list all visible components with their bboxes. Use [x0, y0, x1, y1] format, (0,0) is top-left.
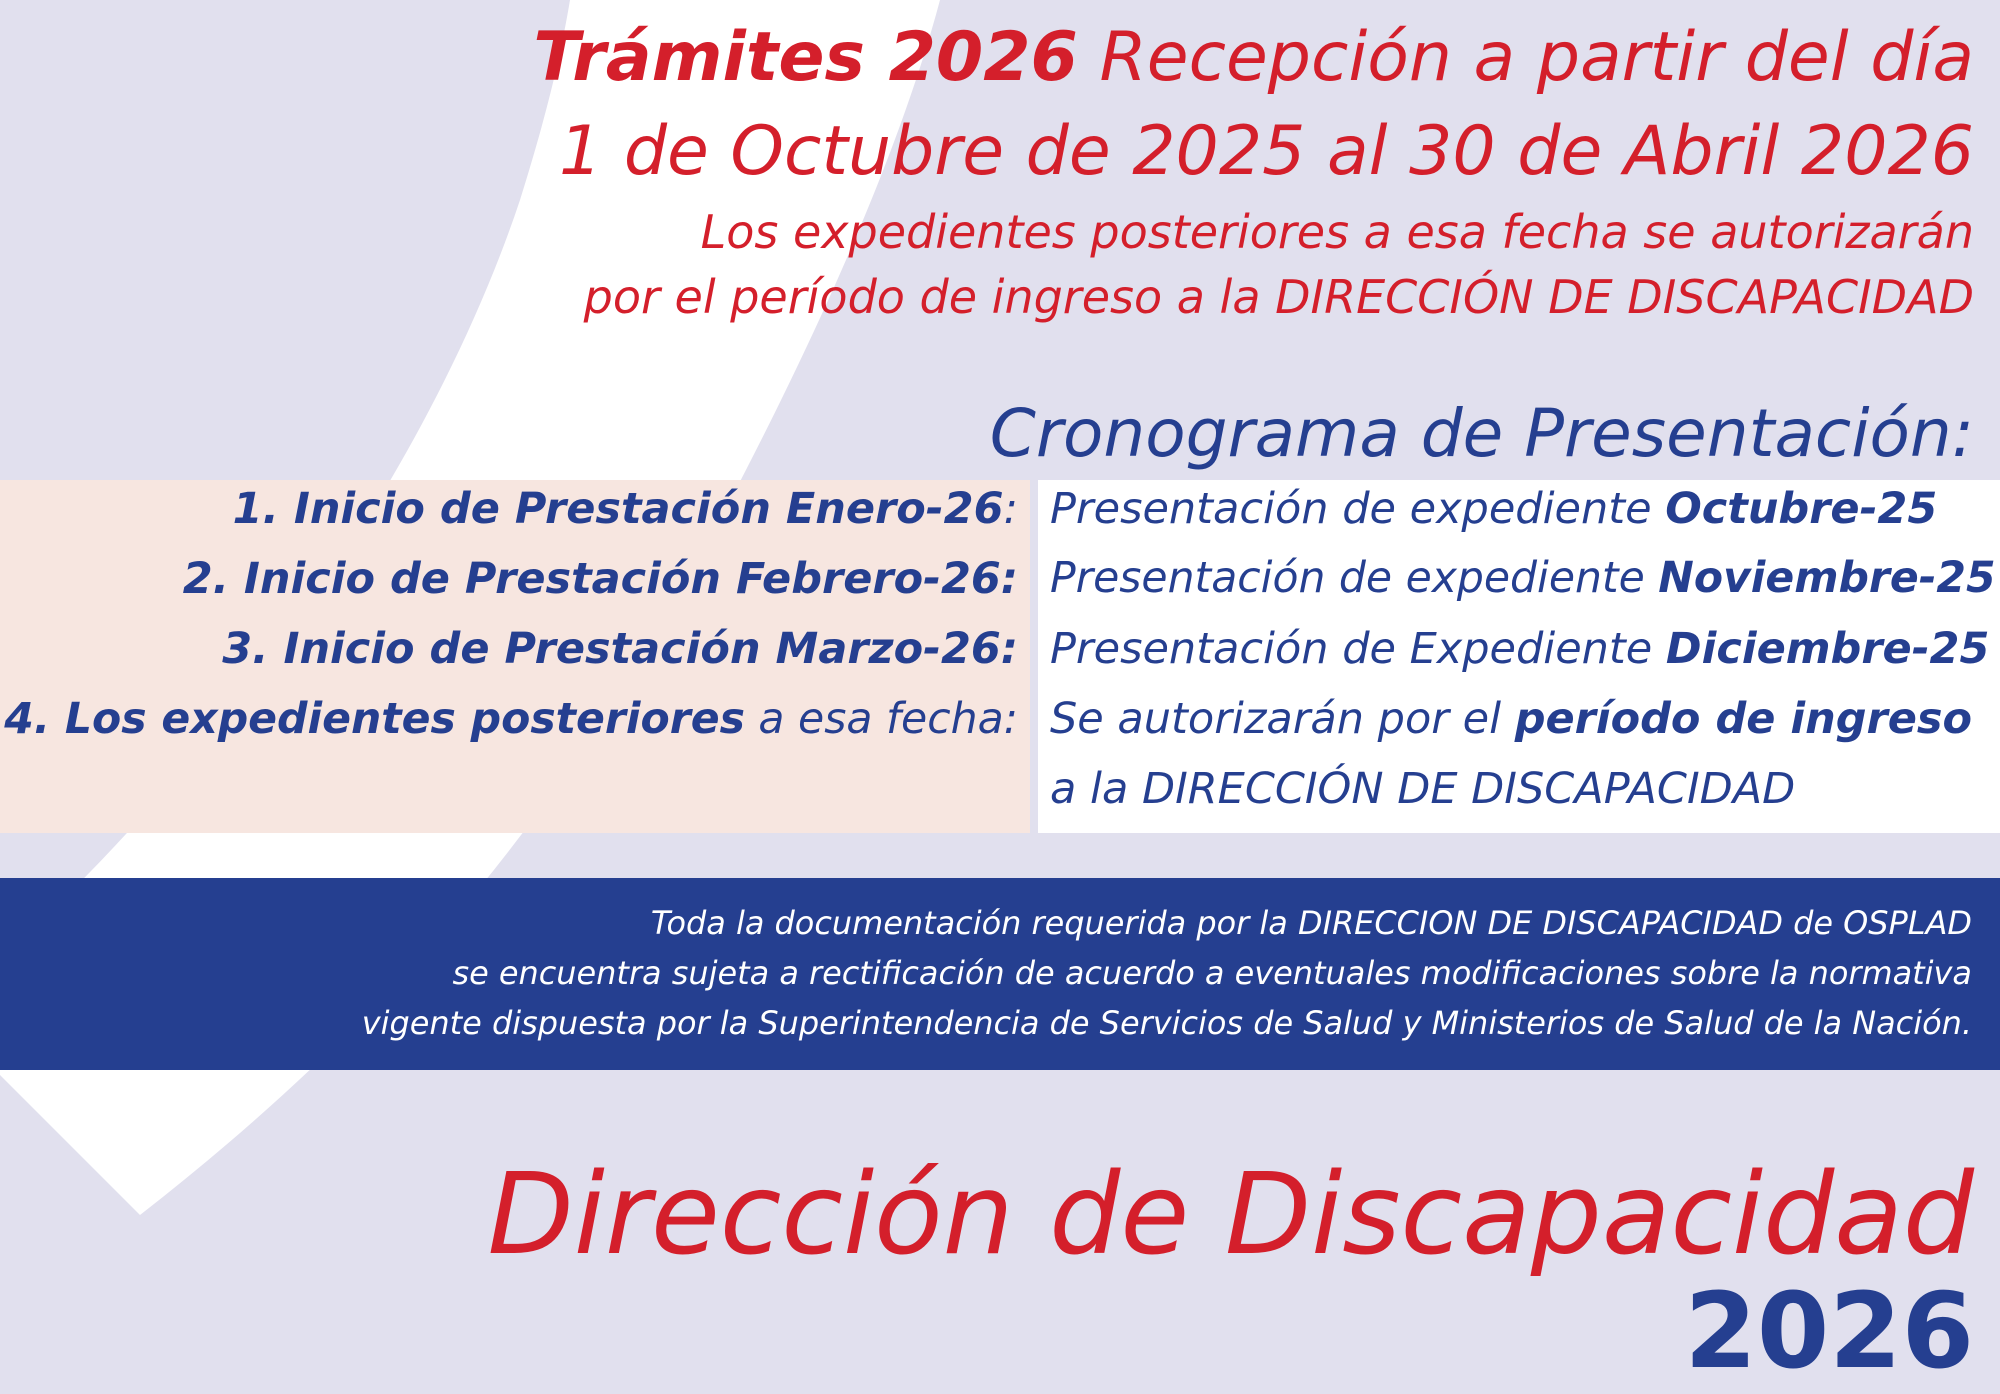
schedule-row-1-start: [233, 484, 1018, 534]
heading-title-bold: Trámites 2026: [533, 18, 1078, 97]
schedule-row-2-start-bold: 2. Inicio de Prestación Febrero-26:: [182, 554, 1018, 604]
heading-title-rest: Recepción a partir del día: [1077, 18, 1974, 97]
schedule-row-4-submission-period: período de ingreso: [1514, 694, 1972, 744]
schedule-row-4-submission: [1050, 694, 1972, 744]
schedule-row-2-start: [183, 554, 1018, 604]
heading-title: [533, 18, 1974, 97]
schedule-row-2-submission-month: Noviembre-25: [1658, 554, 1996, 603]
schedule-row-2-submission: [1050, 554, 1996, 603]
footer-year: 2026: [1684, 1270, 1974, 1392]
schedule-row-1-start-bold: 1. Inicio de Prestación Enero-26: [232, 484, 1004, 534]
schedule-row-4-submission-line2: a la DIRECCIÓN DE DISCAPACIDAD: [1050, 764, 1796, 814]
disclaimer-line3: vigente dispuesta por la Superintendencia de Servicios de Salud y Ministerios de Salud de la Nación.: [361, 1004, 1972, 1042]
schedule-title: Cronograma de Presentación:: [989, 395, 1974, 472]
heading-note-line1: Los expedientes posteriores a esa fecha se autorizarán: [700, 205, 1974, 259]
schedule-row-2-submission-text: Presentación de expediente: [1050, 554, 1659, 603]
heading-note-line2: por el período de ingreso a la DIRECCIÓN DE DISCAPACIDAD: [583, 270, 1974, 324]
schedule-row-1-submission-month: Octubre-25: [1665, 484, 1938, 534]
schedule-row-3-submission-month: Diciembre-25: [1665, 624, 1990, 674]
footer-title: Dirección de Discapacidad: [487, 1150, 1974, 1280]
disclaimer-line2: se encuentra sujeta a rectificación de acuerdo a eventuales modificaciones sobre la normativa: [452, 954, 1972, 992]
heading-dates: 1 de Octubre de 2025 al 30 de Abril 2026: [558, 112, 1974, 191]
schedule-row-3-start: [222, 624, 1018, 674]
disclaimer-banner: [0, 878, 2000, 1070]
schedule-row-4-submission-text: Se autorizarán por el: [1050, 694, 1515, 744]
schedule-row-1-submission-text: Presentación de expediente: [1050, 484, 1666, 534]
schedule-row-4-start: [4, 694, 1018, 744]
schedule-row-4-start-bold: 4. Los expedientes posteriores: [4, 694, 745, 744]
schedule-row-1-start-rest: :: [1003, 484, 1018, 534]
schedule-row-4-start-rest: a esa fecha:: [744, 694, 1018, 744]
disclaimer-line1: Toda la documentación requerida por la DIRECCION DE DISCAPACIDAD de OSPLAD: [650, 904, 1972, 942]
schedule-row-3-start-bold: 3. Inicio de Prestación Marzo-26:: [222, 624, 1018, 674]
schedule-row-3-submission-text: Presentación de Expediente: [1050, 624, 1666, 674]
schedule-row-3-submission: [1050, 624, 1989, 674]
schedule-row-1-submission: [1050, 484, 1937, 534]
